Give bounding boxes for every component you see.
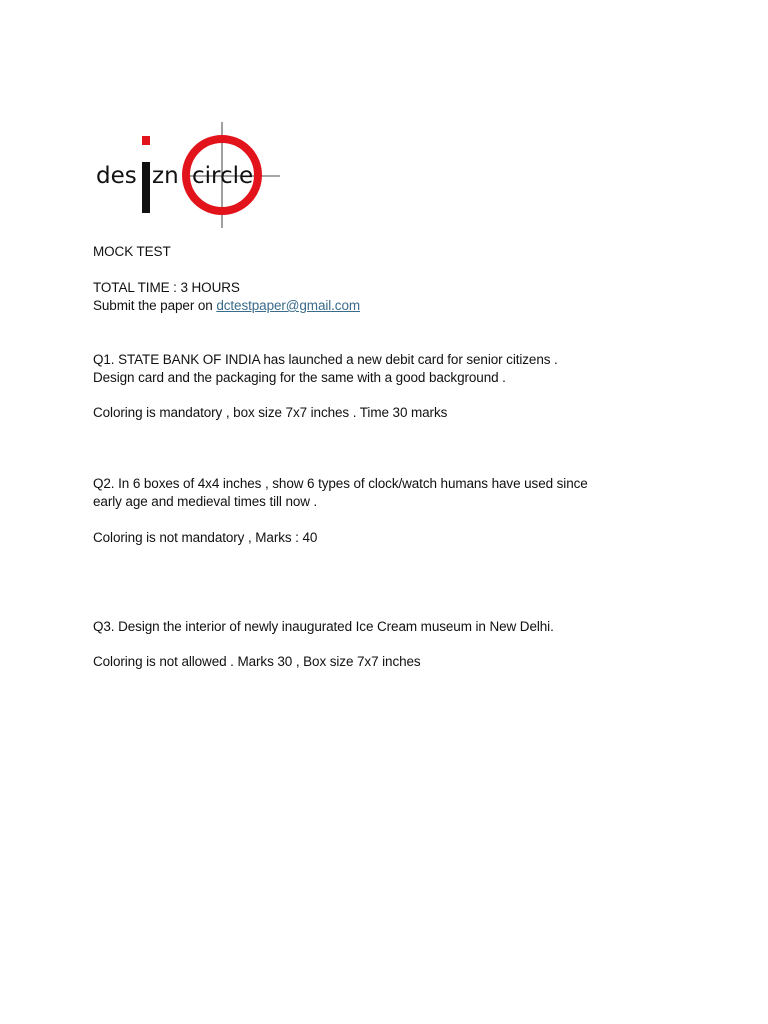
logo-text-mid: zn [152, 163, 179, 189]
question-2-note: Coloring is not mandatory , Marks : 40 [93, 530, 318, 545]
logo-text-left: des [96, 163, 137, 189]
question-2-line-1: Q2. In 6 boxes of 4x4 inches , show 6 types of clock/watch humans have used since [93, 476, 588, 491]
question-2-line-2: early age and medieval times till now . [93, 494, 318, 509]
submit-email-link[interactable]: dctestpaper@gmail.com [216, 298, 361, 313]
submit-line [93, 297, 360, 315]
question-3-note: Coloring is not allowed . Marks 30 , Box size 7x7 inches [93, 654, 421, 669]
logo-i-stem [142, 162, 150, 213]
document-title: MOCK TEST [93, 244, 171, 259]
total-time: TOTAL TIME : 3 HOURS [93, 280, 240, 295]
question-1-line-1: Q1. STATE BANK OF INDIA has launched a new debit card for senior citizens . [93, 352, 558, 367]
desizn-circle-logo [94, 122, 284, 230]
logo-red-dot [142, 136, 150, 145]
question-3-line-1: Q3. Design the interior of newly inaugurated Ice Cream museum in New Delhi. [93, 619, 554, 634]
submit-prefix: Submit the paper on [93, 298, 217, 313]
logo-text-right: circle [192, 163, 254, 189]
question-1-note: Coloring is mandatory , box size 7x7 inches . Time 30 marks [93, 405, 448, 420]
question-1-line-2: Design card and the packaging for the same with a good background . [93, 370, 506, 385]
